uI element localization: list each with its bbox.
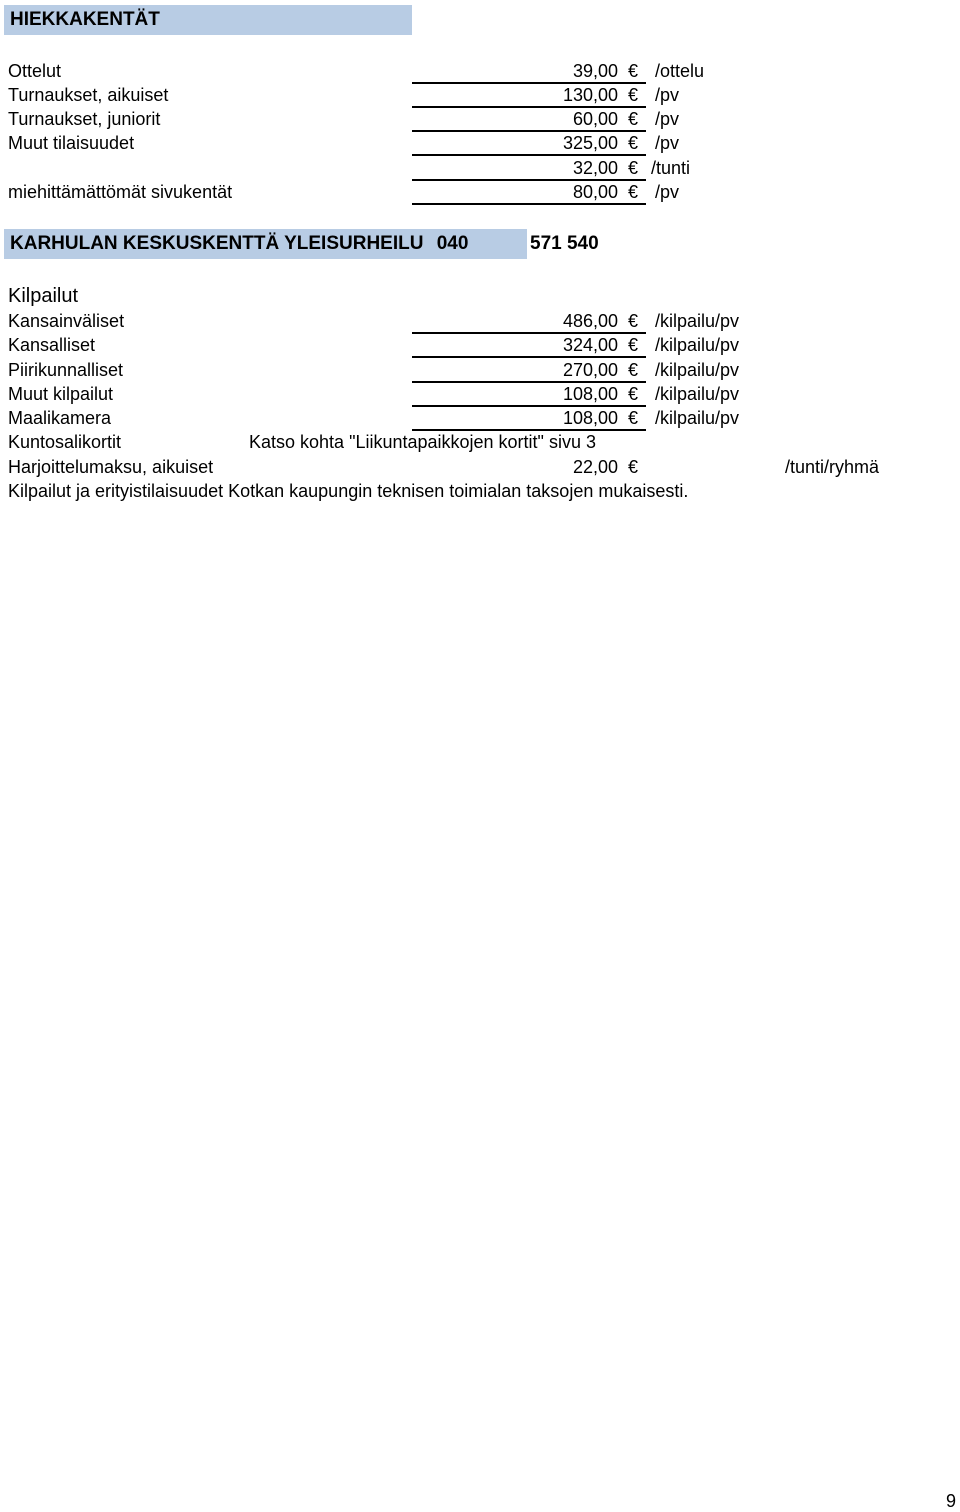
amount-cell — [412, 83, 646, 108]
amount-value: 108,00 — [562, 408, 618, 428]
row-label: Turnaukset, aikuiset — [8, 85, 169, 105]
currency-symbol: € — [627, 158, 638, 178]
currency-symbol: € — [627, 457, 638, 477]
amount-cell — [412, 382, 646, 407]
row-label: Kansainväliset — [8, 311, 125, 331]
amount-cell — [412, 156, 646, 181]
row-label: Piirikunnalliset — [8, 360, 124, 380]
amount-cell — [412, 107, 646, 132]
amount-cell — [412, 358, 646, 383]
harjoittelumaksu-row — [0, 455, 960, 479]
row-label: Turnaukset, juniorit — [8, 109, 161, 129]
amount-value: 130,00 — [562, 85, 618, 105]
row-label: Ottelut — [8, 61, 62, 81]
unit-label: /pv — [655, 85, 680, 105]
row-label: Kuntosalikortit — [8, 432, 122, 452]
unit-label: /kilpailu/pv — [655, 335, 740, 355]
section-heading-hiekkakentat — [4, 5, 412, 35]
amount-value: 324,00 — [562, 335, 618, 355]
amount-value: 60,00 — [572, 109, 618, 129]
amount-cell — [412, 180, 646, 205]
currency-symbol: € — [627, 61, 638, 81]
table-row — [0, 131, 960, 155]
table-row — [0, 309, 960, 333]
row-label: Muut kilpailut — [8, 384, 114, 404]
amount-value: 270,00 — [562, 360, 618, 380]
row-label: Maalikamera — [8, 408, 112, 428]
currency-symbol: € — [627, 133, 638, 153]
unit-label: /kilpailu/pv — [655, 311, 740, 331]
row-label: Muut tilaisuudet — [8, 133, 135, 153]
subheading-kilpailut: Kilpailut — [8, 285, 79, 307]
currency-symbol: € — [627, 85, 638, 105]
amount-cell — [412, 455, 646, 478]
row-label: Kansalliset — [8, 335, 96, 355]
unit-label: /tunti/ryhmä — [785, 457, 880, 477]
amount-value: 80,00 — [572, 182, 618, 202]
phone-prefix: 040 — [436, 233, 469, 254]
footnote: Kilpailut ja erityistilaisuudet Kotkan kaupungin teknisen toimialan taksojen mukaisesti. — [8, 481, 689, 501]
row-label: Harjoittelumaksu, aikuiset — [8, 457, 214, 477]
amount-value: 32,00 — [572, 158, 618, 178]
currency-symbol: € — [627, 384, 638, 404]
amount-value: 108,00 — [562, 384, 618, 404]
table-row — [0, 59, 960, 83]
unit-label: /tunti — [651, 158, 691, 178]
amount-cell — [412, 406, 646, 431]
amount-value: 486,00 — [562, 311, 618, 331]
amount-cell — [412, 309, 646, 334]
unit-label: /kilpailu/pv — [655, 384, 740, 404]
section-heading-karhulan-keskuskentta — [4, 229, 527, 259]
currency-symbol: € — [627, 182, 638, 202]
page-number: 9 — [945, 1491, 956, 1511]
section-title: KARHULAN KESKUSKENTTÄ YLEISURHEILU — [10, 233, 424, 254]
unit-label: /pv — [655, 133, 680, 153]
unit-label: /kilpailu/pv — [655, 360, 740, 380]
phone-number: 571 540 — [530, 233, 599, 254]
table-row — [0, 333, 960, 357]
currency-symbol: € — [627, 408, 638, 428]
reference-text: Katso kohta "Liikuntapaikkojen kortit" sivu 3 — [249, 432, 596, 452]
amount-cell — [412, 131, 646, 156]
table-row — [0, 107, 960, 131]
amount-value: 22,00 — [572, 457, 618, 477]
table-row — [0, 180, 960, 204]
unit-label: /kilpailu/pv — [655, 408, 740, 428]
currency-symbol: € — [627, 109, 638, 129]
amount-cell — [412, 59, 646, 84]
table-row — [0, 358, 960, 382]
unit-label: /ottelu — [655, 61, 705, 81]
currency-symbol: € — [627, 311, 638, 331]
table-row — [0, 382, 960, 406]
unit-label: /pv — [655, 109, 680, 129]
unit-label: /pv — [655, 182, 680, 202]
kuntosalikortit-row — [0, 430, 960, 454]
amount-value: 39,00 — [572, 61, 618, 81]
currency-symbol: € — [627, 360, 638, 380]
section-title: HIEKKAKENTÄT — [10, 9, 160, 30]
currency-symbol: € — [627, 335, 638, 355]
table-row — [0, 156, 960, 180]
table-row — [0, 406, 960, 430]
amount-value: 325,00 — [562, 133, 618, 153]
row-label: miehittämättömät sivukentät — [8, 182, 233, 202]
table-row — [0, 83, 960, 107]
amount-cell — [412, 333, 646, 358]
